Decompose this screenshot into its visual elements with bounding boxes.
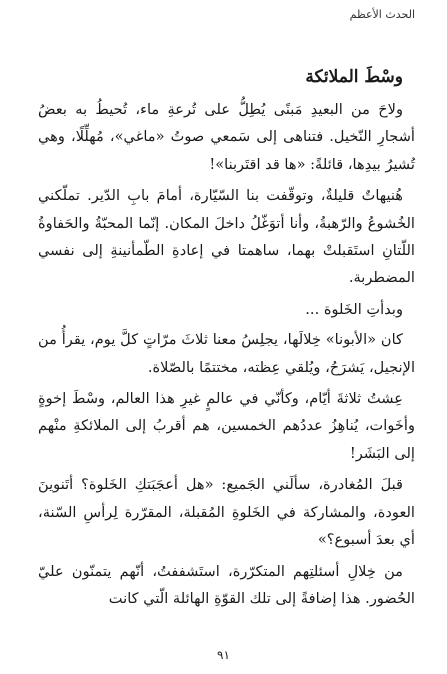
page-content bbox=[38, 64, 415, 616]
paragraph-4: كان «الأبونا» خِلالَها، يجلِسُ معنا ثلاثَ مرّاتٍ كلَّ يوم، يقرأُ من الإنجيل، يَشرَحُ، ويُلقي عِظته، مختتمًا بالصّلاة. bbox=[38, 331, 415, 376]
paragraph-3: وبدأتِ الخَلوة ... bbox=[305, 300, 403, 318]
paragraph-6: قبلَ المُغادرة، سألَني الجَميع: «هل أعجَبَتكِ الخَلوة؟ أتَنوينَ العودة، والمشاركة في الخَلوةِ المُقبلة، المقرّرة لِرأسِ السّنة، أي بعدَ أسبوع؟» bbox=[38, 476, 415, 549]
paragraph-5: عِشتُ ثلاثةَ أيّام، وكأنّي في عالمٍ غيرِ هذا العالم، وسْطَ إخوةٍ وأخَوات، يُناهِزُ عددُهم الخمسين، هم أقربُ إلى الملائكةِ منْهم إلى البَشَر! bbox=[38, 390, 415, 462]
paragraph-7: من خِلالِ أسئلتِهم المتكرّرة، استَشففتُ، أنّهم يتمنّون عليّ الحُضور. هذا إضافةً إلى تلك القوّةِ الهائلة الّتي كانت bbox=[38, 562, 415, 607]
paragraph-1: ولاحَ من البعيدِ مَبنًى يُطِلُّ على تُرعةِ ماء، تُحيطُ به بعضُ أشجارِ النّخيل. فتناهى إلى سَمعي صوتُ «ماغي»، مُهلِّلًا، وهي تُشيرُ بيدِها، قائلةً: «ها قد اقتَربنا»! bbox=[38, 101, 415, 173]
running-header: الحدث الأعظم bbox=[349, 8, 415, 21]
section-title: وسْطَ الملائكة bbox=[305, 67, 403, 87]
page-number: ٩١ bbox=[217, 648, 230, 662]
paragraph-2: هُنيهاتٌ قليلةٌ، وتوقّفت بنا السّيّارة، أمامَ بابِ الدّير. تملّكني الخُشوعُ والرّهبةُ، وأنا أتوَغّلُ داخلَ المكان. إنّما المحبّةُ والحَفاوةُ اللّتانِ استَقبلتْ بهما، ساهمتا في إعادةِ الطّمأنينةِ إلى نفسي المضطربة. bbox=[38, 187, 415, 287]
